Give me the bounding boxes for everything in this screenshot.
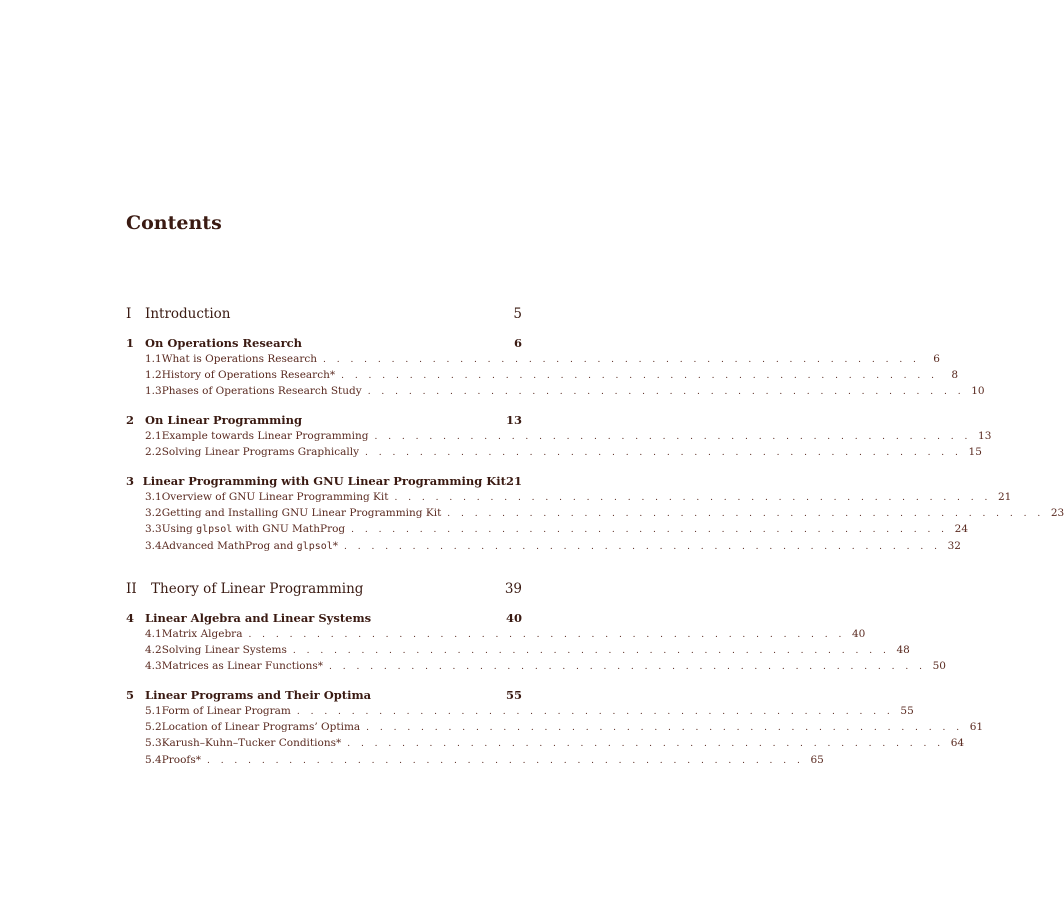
section-page: 13 — [978, 430, 992, 442]
code-glpsol: glpsol — [296, 541, 333, 552]
section-title: Getting and Installing GNU Linear Programming Kit — [161, 507, 442, 519]
toc-chapter-5[interactable] — [126, 688, 522, 702]
chapter-page: 6 — [513, 336, 522, 350]
toc-section-5-2[interactable] — [145, 721, 984, 733]
section-page: 10 — [971, 385, 985, 397]
part-page: 39 — [504, 581, 522, 597]
chapter-title: On Linear Programming — [145, 413, 303, 427]
dot-leader: . . . . . . . . . . . . . . . . . . . . . . . . . . . . . . . . . . . . . . . . . . . . — [248, 630, 846, 640]
section-number: 4.1 — [145, 628, 162, 640]
section-page: 40 — [851, 628, 866, 640]
section-title: Example towards Linear Programming — [161, 430, 369, 442]
section-page: 55 — [900, 705, 914, 717]
section-number: 1.3 — [145, 385, 162, 397]
section-page: 24 — [954, 523, 969, 535]
section-page: 21 — [998, 491, 1012, 503]
section-page: 61 — [969, 721, 984, 733]
section-page: 50 — [932, 660, 946, 672]
part-number: I — [126, 306, 132, 322]
toc-section-4-3[interactable] — [145, 660, 946, 672]
toc-chapter-2[interactable] — [126, 413, 522, 427]
toc-section-5-1[interactable] — [145, 705, 914, 717]
section-number: 4.3 — [145, 660, 162, 672]
part-page: 5 — [513, 306, 522, 322]
toc-section-5-3[interactable] — [145, 737, 965, 749]
section-page: 65 — [810, 754, 824, 766]
dot-leader: . . . . . . . . . . . . . . . . . . . . . . . . . . . . . . . . . . . . . . . . . . . . — [367, 387, 965, 397]
chapter-page: 21 — [505, 474, 522, 488]
section-page: 48 — [896, 644, 910, 656]
toc-chapter-1[interactable] — [126, 336, 522, 350]
section-number: 5.2 — [145, 721, 162, 733]
part-title: Introduction — [145, 306, 231, 322]
section-page: 6 — [933, 353, 940, 365]
section-title: Proofs* — [161, 754, 201, 766]
dot-leader: . . . . . . . . . . . . . . . . . . . . . . . . . . . . . . . . . . . . . . . . . . . . — [206, 756, 804, 766]
toc-section-3-1[interactable] — [145, 491, 1012, 503]
dot-leader: . . . . . . . . . . . . . . . . . . . . . . . . . . . . . . . . . . . . . . . . . . . . — [394, 493, 992, 503]
section-title: Overview of GNU Linear Programming Kit — [161, 491, 389, 503]
toc-section-3-4[interactable] — [145, 540, 961, 552]
section-title: Matrices as Linear Functions* — [161, 660, 324, 672]
section-number: 3.4 — [145, 540, 162, 552]
page-title: Contents — [126, 212, 222, 234]
chapter-title: Linear Programs and Their Optima — [145, 688, 372, 702]
toc-part-2[interactable] — [126, 581, 522, 597]
toc-section-4-1[interactable] — [145, 628, 866, 640]
chapter-number: 3 — [126, 474, 135, 488]
toc-section-2-1[interactable] — [145, 430, 992, 442]
toc-section-1-2[interactable] — [145, 369, 958, 381]
chapter-number: 2 — [126, 413, 135, 427]
section-page: 23 — [1050, 507, 1064, 519]
toc-chapter-4[interactable] — [126, 611, 522, 625]
section-page: 64 — [950, 737, 965, 749]
section-number: 5.3 — [145, 737, 162, 749]
toc-section-2-2[interactable] — [145, 446, 982, 458]
section-page: 15 — [968, 446, 982, 458]
dot-leader: . . . . . . . . . . . . . . . . . . . . . . . . . . . . . . . . . . . . . . . . . . . . — [296, 707, 894, 717]
chapter-page: 40 — [505, 611, 522, 625]
section-number: 4.2 — [145, 644, 162, 656]
part-title: Theory of Linear Programming — [151, 581, 364, 597]
chapter-number: 1 — [126, 336, 135, 350]
chapter-number: 5 — [126, 688, 135, 702]
dot-leader: . . . . . . . . . . . . . . . . . . . . . . . . . . . . . . . . . . . . . . . . . . . . — [323, 355, 920, 365]
toc-section-1-1[interactable] — [145, 353, 940, 365]
section-title: Form of Linear Program — [161, 705, 291, 717]
section-number: 1.1 — [145, 353, 162, 365]
dot-leader: . . . . . . . . . . . . . . . . . . . . . . . . . . . . . . . . . . . . . . . . . . . . — [365, 448, 962, 458]
section-number: 3.2 — [145, 507, 162, 519]
toc-section-1-3[interactable] — [145, 385, 985, 397]
section-title: Location of Linear Programs’ Optima — [161, 721, 361, 733]
chapter-title: On Operations Research — [145, 336, 302, 350]
dot-leader: . . . . . . . . . . . . . . . . . . . . . . . . . . . . . . . . . . . . . . . . . . . . — [351, 525, 949, 535]
code-glpsol: glpsol — [196, 524, 233, 535]
section-number: 1.2 — [145, 369, 162, 381]
toc-section-3-2[interactable] — [145, 507, 1064, 519]
chapter-page: 55 — [505, 688, 522, 702]
section-page: 32 — [947, 540, 961, 552]
section-page: 8 — [951, 369, 958, 381]
section-title: Advanced MathProg and glpsol* — [161, 540, 339, 552]
section-title: Phases of Operations Research Study — [161, 385, 362, 397]
section-title: Solving Linear Systems — [161, 644, 287, 656]
dot-leader: . . . . . . . . . . . . . . . . . . . . . . . . . . . . . . . . . . . . . . . . . . . . — [374, 432, 972, 442]
chapter-number: 4 — [126, 611, 135, 625]
toc-chapter-3[interactable] — [126, 474, 522, 488]
toc-section-5-4[interactable] — [145, 754, 824, 766]
dot-leader: . . . . . . . . . . . . . . . . . . . . . . . . . . . . . . . . . . . . . . . . . . . . — [344, 542, 941, 552]
section-title: Karush–Kuhn–Tucker Conditions* — [161, 737, 342, 749]
section-title: What is Operations Research — [161, 353, 318, 365]
dot-leader: . . . . . . . . . . . . . . . . . . . . . . . . . . . . . . . . . . . . . . . . . . . . — [347, 739, 945, 749]
section-number: 2.1 — [145, 430, 162, 442]
chapter-page: 13 — [505, 413, 522, 427]
dot-leader: . . . . . . . . . . . . . . . . . . . . . . . . . . . . . . . . . . . . . . . . . . . . — [366, 723, 964, 733]
section-title: History of Operations Research* — [161, 369, 336, 381]
section-number: 5.4 — [145, 754, 162, 766]
dot-leader: . . . . . . . . . . . . . . . . . . . . . . . . . . . . . . . . . . . . . . . . . . . . — [292, 646, 890, 656]
toc-section-4-2[interactable] — [145, 644, 910, 656]
dot-leader: . . . . . . . . . . . . . . . . . . . . . . . . . . . . . . . . . . . . . . . . . . . . — [447, 509, 1045, 519]
chapter-title: Linear Programming with GNU Linear Programming Kit — [142, 474, 506, 488]
chapter-title: Linear Algebra and Linear Systems — [145, 611, 372, 625]
section-number: 5.1 — [145, 705, 162, 717]
dot-leader: . . . . . . . . . . . . . . . . . . . . . . . . . . . . . . . . . . . . . . . . . . . . — [329, 662, 926, 672]
section-number: 3.1 — [145, 491, 162, 503]
section-title: Solving Linear Programs Graphically — [161, 446, 359, 458]
section-title: Matrix Algebra — [161, 628, 243, 640]
toc-section-3-3[interactable] — [145, 523, 969, 535]
section-title: Using glpsol with GNU MathProg — [161, 523, 346, 535]
section-number: 2.2 — [145, 446, 162, 458]
toc-part-1[interactable] — [126, 306, 522, 322]
section-number: 3.3 — [145, 523, 162, 535]
dot-leader: . . . . . . . . . . . . . . . . . . . . . . . . . . . . . . . . . . . . . . . . . . . . — [341, 371, 938, 381]
part-number: II — [126, 581, 137, 597]
